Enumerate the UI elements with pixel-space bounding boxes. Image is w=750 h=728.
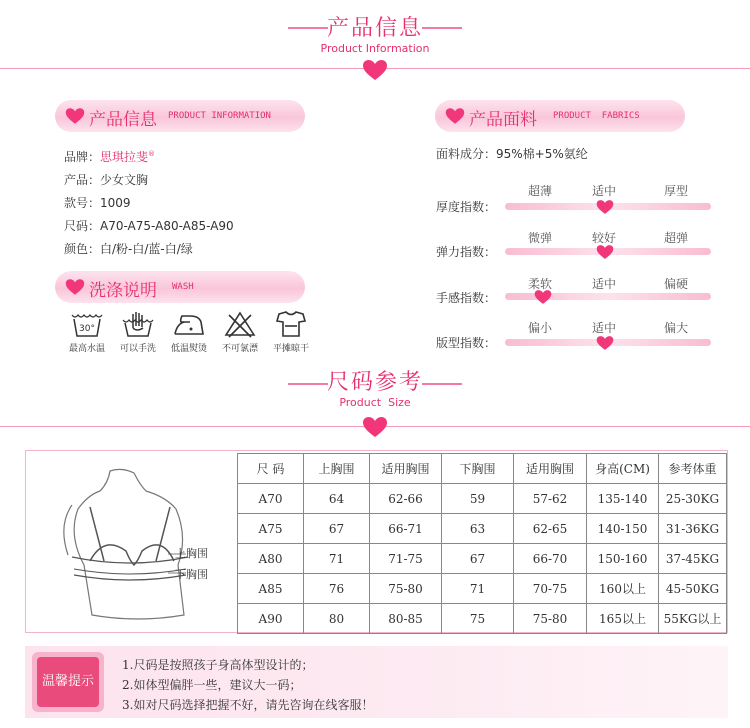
info-value: 1009	[100, 196, 131, 210]
column-header: 适用胸围	[514, 454, 587, 484]
table-cell: A80	[238, 544, 304, 574]
info-label: 款号：	[64, 196, 101, 210]
heart-icon	[362, 416, 388, 438]
heart-icon	[65, 278, 85, 296]
info-value: A70-A75-A80-A85-A90	[100, 219, 234, 233]
fabric-composition: 面料成分：95%棉+5%氨纶	[436, 147, 588, 161]
table-cell: 57-62	[514, 484, 587, 514]
table-cell: 71-75	[370, 544, 442, 574]
table-cell: 25-30KG	[659, 484, 727, 514]
table-row	[238, 604, 727, 634]
care-item-low-iron	[164, 310, 214, 354]
care-label: 低温熨烫	[170, 344, 207, 354]
table-cell: A70	[238, 484, 304, 514]
wash-temp-mark: 30°	[79, 324, 95, 334]
info-label: 颜色：	[64, 242, 101, 256]
table-cell: 75-80	[514, 604, 587, 634]
info-row-brand: 品牌：思琪拉斐®	[64, 150, 156, 164]
info-label: 品牌：	[64, 150, 101, 164]
info-row-product	[64, 171, 148, 188]
pill-wash	[55, 271, 305, 303]
table-cell: 71	[442, 574, 514, 604]
pill-subtitle: PRODUCT FABRICS	[553, 111, 640, 121]
section-title-size	[0, 370, 750, 410]
table-cell: 31-36KG	[659, 514, 727, 544]
low-iron-icon	[172, 310, 206, 338]
care-item-flat-dry	[266, 310, 316, 354]
table-cell: 140-150	[587, 514, 659, 544]
table-header-row	[238, 454, 727, 484]
no-bleach-icon	[223, 310, 257, 338]
table-cell: 63	[442, 514, 514, 544]
index-option: 偏硬	[664, 277, 689, 291]
section-title-zh: 产品信息	[326, 16, 423, 41]
figure-label-upper-bust: 上胸围	[175, 547, 208, 560]
pill-subtitle: PRODUCT INFORMATION	[168, 111, 271, 121]
table-cell: 37-45KG	[659, 544, 727, 574]
table-cell: 64	[304, 484, 370, 514]
table-cell: 59	[442, 484, 514, 514]
section-title-product-info	[0, 16, 750, 56]
table-cell: 55KG以上	[659, 604, 727, 634]
table-cell: 71	[304, 544, 370, 574]
care-item-hand-wash	[113, 310, 163, 354]
table-cell: 62-66	[370, 484, 442, 514]
table-cell: 76	[304, 574, 370, 604]
info-label: 尺码：	[64, 219, 101, 233]
section-title-en: Product Size	[339, 396, 411, 409]
table-cell: 70-75	[514, 574, 587, 604]
column-header: 下胸围	[442, 454, 514, 484]
index-label-feel: 手感指数：	[436, 291, 497, 305]
tips-badge: 温馨提示	[37, 657, 99, 707]
table-cell: 75-80	[370, 574, 442, 604]
table-cell: 80-85	[370, 604, 442, 634]
heart-marker-icon	[596, 335, 614, 351]
tip-line: 2.如体型偏胖一些，建议大一码；	[122, 678, 302, 692]
table-cell: 80	[304, 604, 370, 634]
table-row	[238, 574, 727, 604]
size-table	[237, 453, 727, 634]
index-option: 超薄	[528, 184, 553, 198]
care-label: 平摊晾干	[272, 344, 309, 354]
table-cell: A75	[238, 514, 304, 544]
index-option: 超弹	[664, 231, 689, 245]
info-value: 少女文胸	[100, 173, 149, 187]
index-label-elasticity: 弹力指数：	[436, 245, 497, 259]
index-option: 较好	[592, 231, 617, 245]
pill-fabrics	[435, 100, 685, 132]
index-label-fit: 版型指数：	[436, 336, 497, 350]
index-option: 适中	[592, 184, 617, 198]
table-cell: 75	[442, 604, 514, 634]
column-header: 适用胸围	[370, 454, 442, 484]
table-cell: 135-140	[587, 484, 659, 514]
index-option: 适中	[592, 277, 617, 291]
flat-dry-icon	[274, 310, 308, 338]
heart-marker-icon	[534, 289, 552, 305]
care-item-wash-temp	[62, 310, 112, 354]
table-row	[238, 544, 727, 574]
heart-icon	[362, 59, 388, 81]
heart-marker-icon	[596, 244, 614, 260]
table-cell: 45-50KG	[659, 574, 727, 604]
index-option: 厚型	[664, 184, 689, 198]
tip-line: 1.尺码是按照孩子身高体型设计的；	[122, 658, 314, 672]
table-cell: 66-71	[370, 514, 442, 544]
heart-marker-icon	[596, 199, 614, 215]
table-cell: 66-70	[514, 544, 587, 574]
index-option: 微弹	[528, 231, 553, 245]
heart-icon	[65, 107, 85, 125]
table-cell: 160以上	[587, 574, 659, 604]
pill-product-info	[55, 100, 305, 132]
info-row-color	[64, 240, 193, 257]
column-header: 上胸围	[304, 454, 370, 484]
column-header: 参考体重	[659, 454, 727, 484]
table-cell: 165以上	[587, 604, 659, 634]
pill-title: 产品信息	[89, 110, 157, 130]
table-row	[238, 484, 727, 514]
table-cell: 62-65	[514, 514, 587, 544]
care-item-no-bleach	[215, 310, 265, 354]
info-row-style-no	[64, 194, 131, 211]
column-header: 身高(CM)	[587, 454, 659, 484]
hand-wash-icon	[121, 310, 155, 338]
care-label: 不可氯漂	[221, 344, 258, 354]
index-label-thickness: 厚度指数：	[436, 200, 497, 214]
info-value: 白/粉-白/蓝-白/绿	[100, 242, 193, 256]
pill-title: 产品面料	[469, 110, 537, 130]
brand-value: 思琪拉斐	[100, 150, 149, 164]
pill-subtitle: WASH	[172, 282, 194, 292]
table-row	[238, 514, 727, 544]
figure-label-under-bust: 下胸围	[175, 568, 208, 581]
wash-30-icon	[70, 310, 104, 338]
care-label: 可以手洗	[119, 344, 156, 354]
table-cell: A85	[238, 574, 304, 604]
info-row-size	[64, 217, 234, 234]
tip-line: 3.如对尺码选择把握不好，请先咨询在线客服！	[122, 698, 374, 712]
section-title-zh: 尺码参考	[326, 370, 423, 395]
care-label: 最高水温	[68, 344, 105, 354]
table-cell: 67	[442, 544, 514, 574]
column-header: 尺 码	[238, 454, 304, 484]
index-option: 柔软	[528, 277, 553, 291]
section-title-en: Product Information	[320, 42, 430, 55]
info-label: 产品：	[64, 173, 101, 187]
table-cell: 150-160	[587, 544, 659, 574]
heart-icon	[445, 107, 465, 125]
table-cell: 67	[304, 514, 370, 544]
index-option: 偏大	[664, 321, 689, 335]
index-option: 偏小	[528, 321, 553, 335]
index-option: 适中	[592, 321, 617, 335]
table-cell: A90	[238, 604, 304, 634]
pill-title: 洗涤说明	[89, 281, 157, 301]
